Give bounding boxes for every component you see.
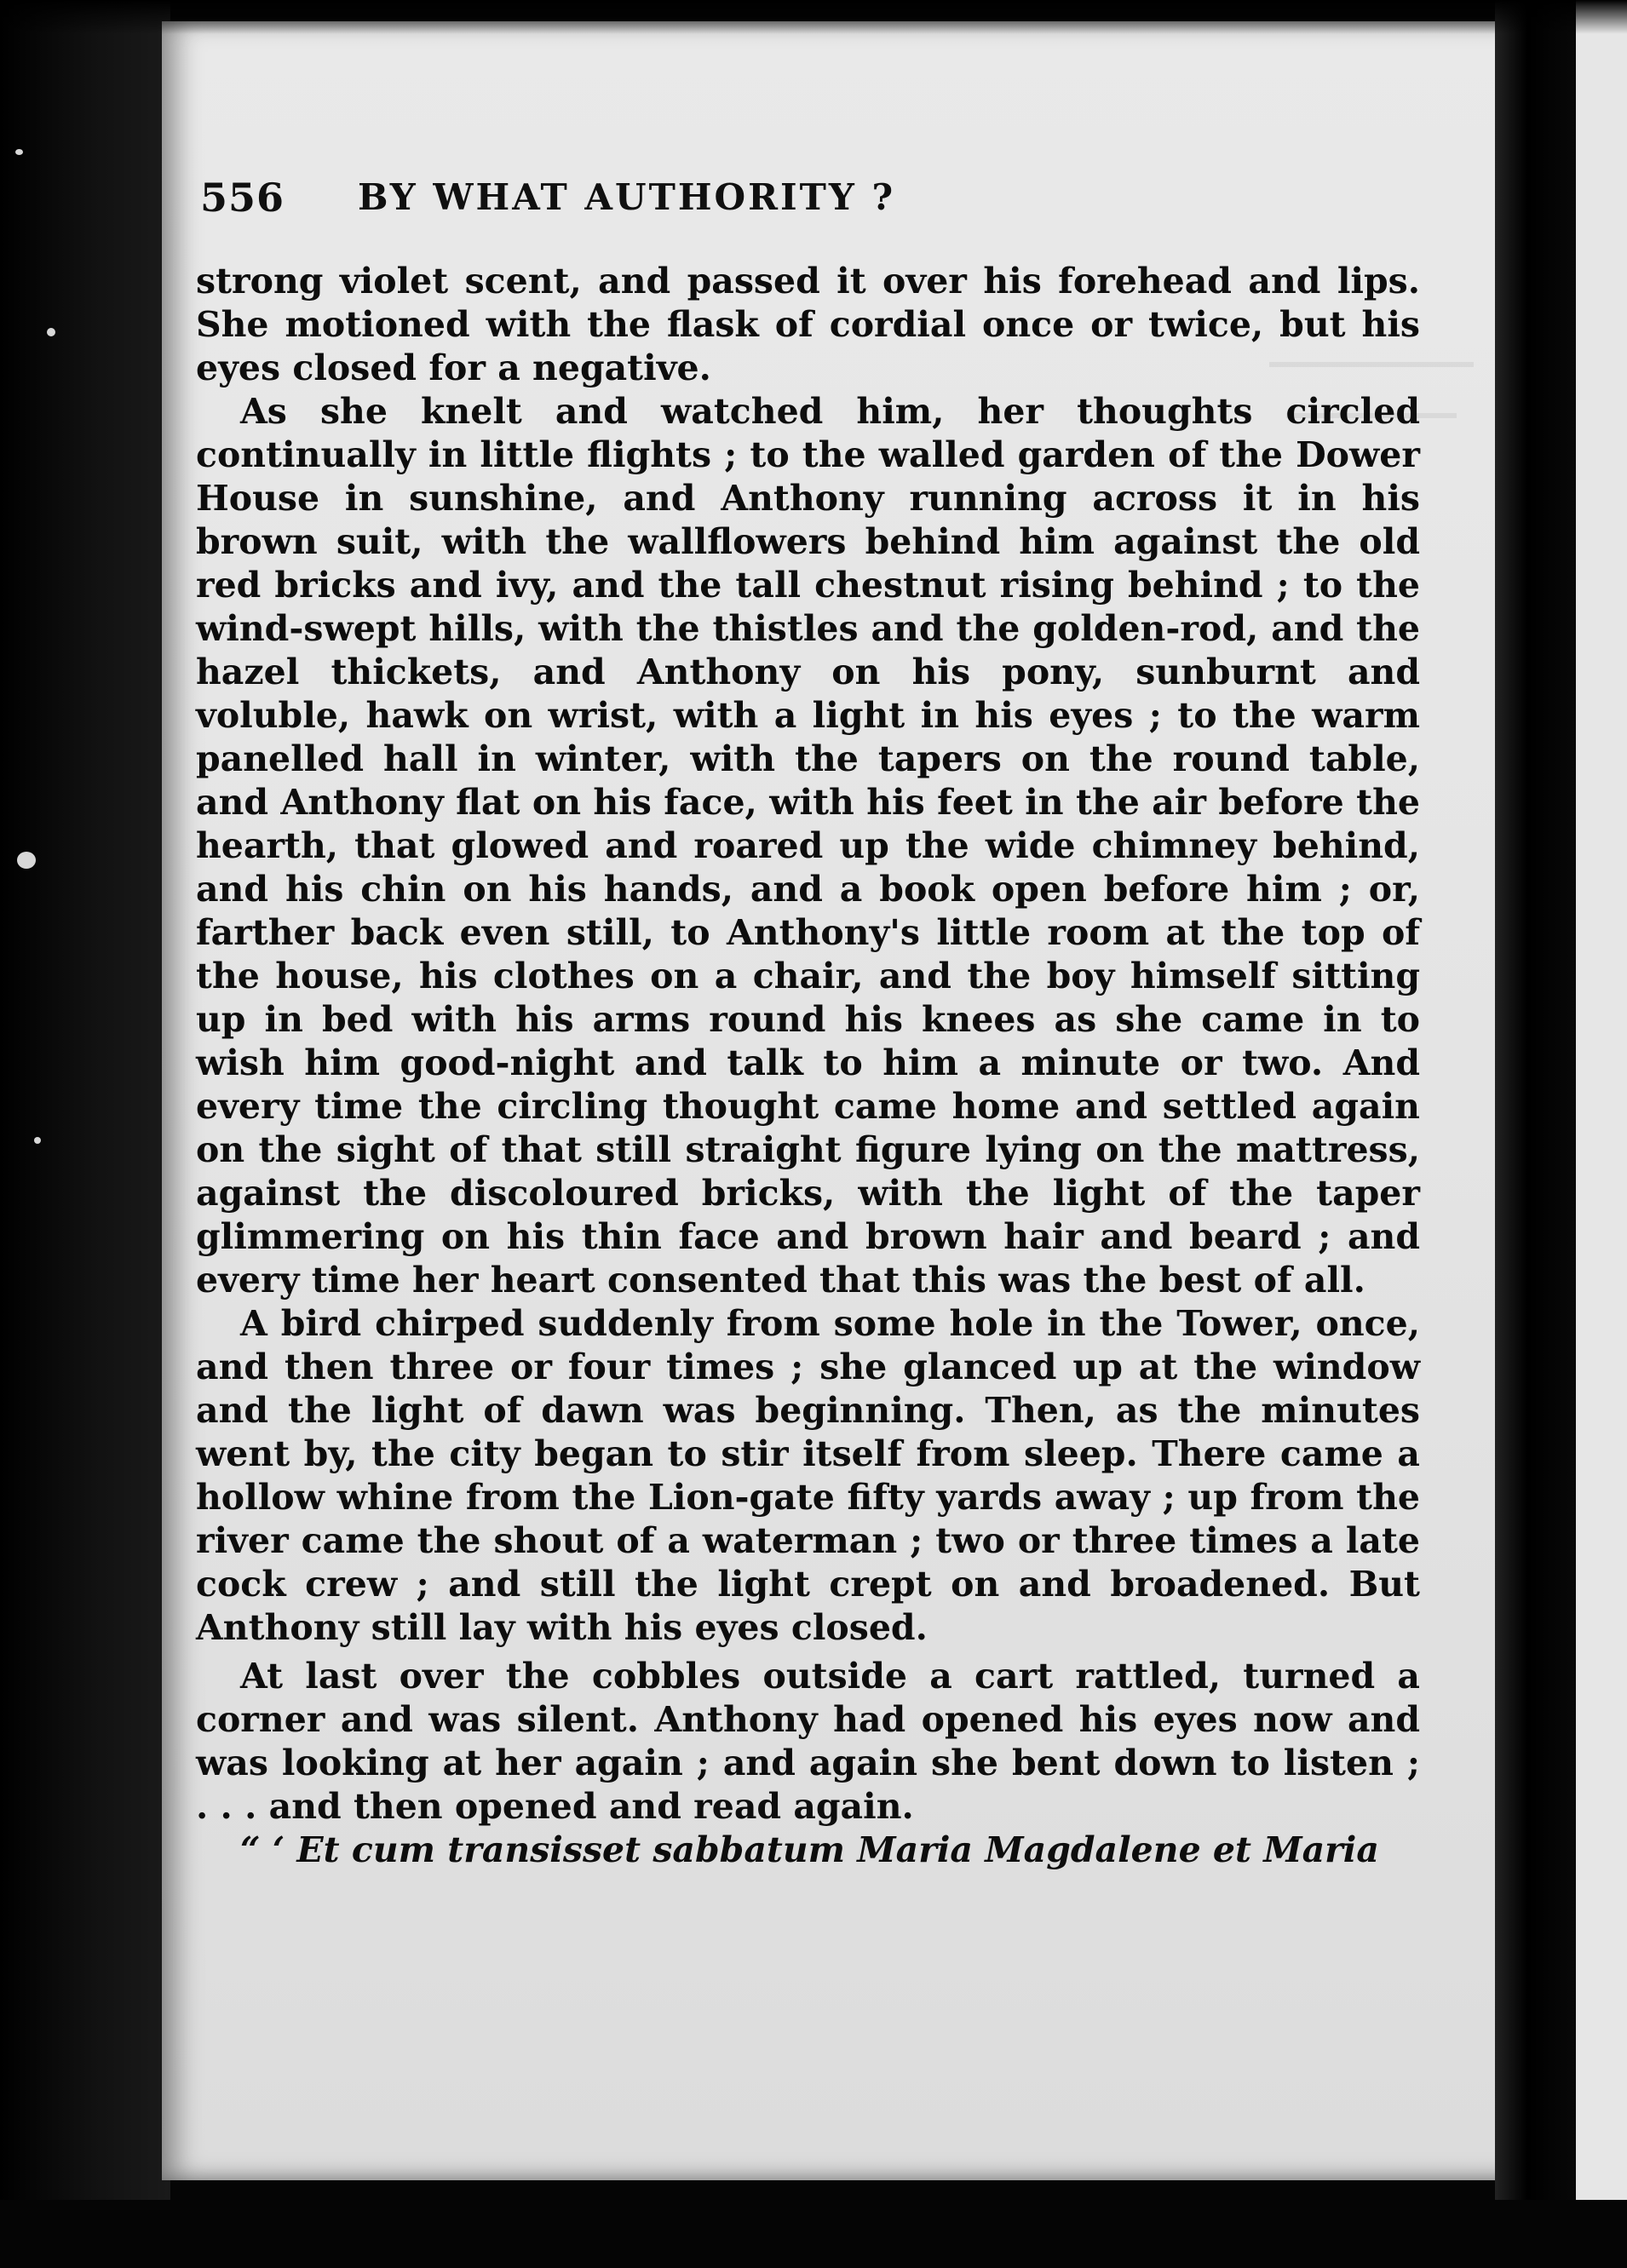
page-number: 556 (200, 175, 285, 221)
top-shadow (0, 0, 1627, 34)
dust-speck (15, 149, 23, 155)
binding-gutter (1495, 0, 1576, 2268)
left-margin-shadow (0, 0, 170, 2268)
bottom-shadow (0, 2200, 1627, 2268)
paragraph: At last over the cobbles outside a cart rattled, turned a corner and was silent. Anthony had opened his eyes now and was looking at her again ; and again she bent down to listen ; . . . and then opened and read again. (196, 1656, 1420, 1827)
latin-quotation: “ ‘ Et cum transisset sabbatum Maria Magdalene et Maria (240, 1829, 1379, 1870)
paragraph: strong violet scent, and passed it over his forehead and lips. She motioned with the flask of cordial once or twice, but his eyes closed for a negative. (196, 261, 1420, 388)
running-head: BY WHAT AUTHORITY ? (358, 176, 896, 218)
dust-speck (47, 328, 55, 336)
next-page-edge (1576, 0, 1627, 2268)
dust-speck (34, 1137, 41, 1144)
paragraph: A bird chirped suddenly from some hole in the Tower, once, and then three or four times ; she glanced up at the window and the light of dawn was beginning. Then, as the minutes went by, the city began to stir itself from sleep. There came a hollow whine from the Lion-gate fifty yards away ; up from the river came the shout of a waterman ; two or three times a late cock crew ; and still the light crept on and broadened. But Anthony still lay with his eyes closed. (196, 1303, 1420, 1648)
page-header (200, 175, 1222, 243)
body-text (196, 260, 1420, 1872)
dust-speck (17, 852, 36, 869)
paragraph: As she knelt and watched him, her thoughts circled continually in little flights ; to the walled garden of the Dower House in sunshine, and Anthony running across it in his brown suit, with the wallflowers behind him against the old red bricks and ivy, and the tall chestnut rising behind ; to the wind-swept hills, with the thistles and the golden-rod, and the hazel thickets, and Anthony on his pony, sunburnt and voluble, hawk on wrist, with a light in his eyes ; to the warm panelled hall in winter, with the tapers on the round table, and Anthony flat on his face, with his feet in the air before the hearth, that glowed and roared up the wide chimney behind, and his chin on his hands, and a book open before him ; or, farther back even still, to Anthony's little room at the top of the house, his clothes on a chair, and the boy himself sitting up in bed with his arms round his knees as she came in to wish him good-night and talk to him a minute or two. And every time the circling thought came home and settled again on the sight of that still straight figure lying on the mattress, against the discoloured bricks, with the light of the taper glimmering on his thin face and brown hair and beard ; and every time her heart consented that this was the best of all. (196, 391, 1420, 1301)
